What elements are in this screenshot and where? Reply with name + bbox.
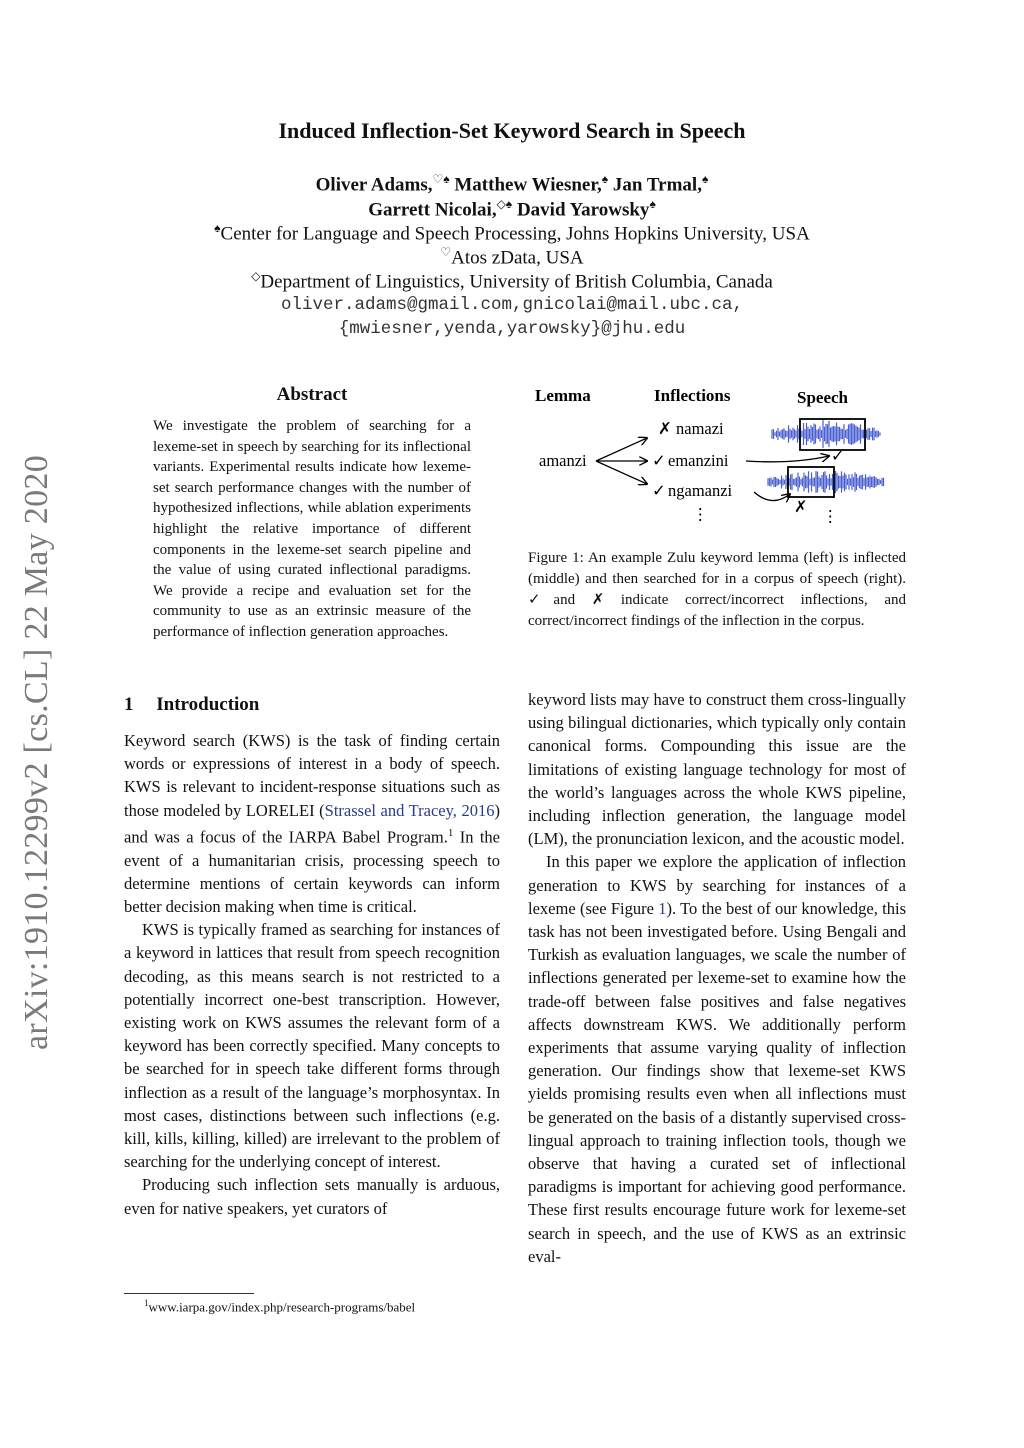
search-arrow-bottom <box>754 492 790 501</box>
figure-header-inflections: Inflections <box>654 386 731 405</box>
paragraph: Producing such inflection sets manually is arduous, even for native speakers, yet curators of <box>124 1175 500 1218</box>
abstract-body: We investigate the problem of searching for a lexeme-set in speech by searching for its inflectional variants. Experimental results indicate how lexeme-set search performance changes with the number of hypothesized inflections, while ablation experiments highlight the relative importance of different components in the lexeme-set search pipeline and the value of using curated inflectional paradigms. We provide a recipe and evaluation set for the community to use as an extrinsic measure of the performance of inflection generation approaches. <box>153 418 471 640</box>
figure-ref-link[interactable]: 1 <box>658 898 667 918</box>
speech-waveform-top <box>772 420 880 448</box>
footnote-number: 1 <box>144 1298 149 1308</box>
text: In this paper we explore the application of inflection generation to KWS by searching for instances of a lexeme (see Figure <box>528 852 906 918</box>
footnote-marker[interactable]: 1 <box>447 826 454 839</box>
footnote-rule <box>124 1293 254 1294</box>
speech-waveform-bottom <box>768 471 884 493</box>
figure-header-lemma: Lemma <box>535 386 591 405</box>
arrow-to-inflection-1 <box>596 438 647 461</box>
affiliation <box>0 269 1024 293</box>
paragraph <box>124 729 500 918</box>
inflection-1-word: namazi <box>676 419 724 438</box>
author-name: Matthew Wiesner, <box>454 174 602 196</box>
figure-caption: Figure 1: An example Zulu keyword lemma (left) is inflected (middle) and then searched for in a corpus of speech (right). ✓and ✗ indicate correct/incorrect inflections, and correct/incorrect findings of the inflection in the corpus. <box>528 550 906 629</box>
inflection-3-mark: ✓ <box>652 481 666 500</box>
arxiv-stamp: arXiv:1910.12299v2 [cs.CL] 22 May 2020 <box>18 455 55 1050</box>
author-name: Jan Trmal, <box>612 174 702 196</box>
speech-correct-mark: ✓ <box>831 448 845 465</box>
abstract-heading: Abstract <box>276 384 348 405</box>
author-marks: ♡♠ <box>432 172 450 186</box>
author-name: Oliver Adams, <box>315 174 433 196</box>
section-title: Introduction <box>156 694 260 715</box>
author-marks: ♠ <box>701 172 709 186</box>
author-name: Garrett Nicolai, <box>368 199 497 221</box>
author-marks: ◇♠ <box>496 197 513 211</box>
author-marks: ♠ <box>649 197 656 211</box>
paper-title: Induced Inflection-Set Keyword Search in Speech <box>278 118 746 143</box>
figure-header-speech: Speech <box>797 388 848 407</box>
affiliation-mark: ◇ <box>251 269 261 283</box>
email-line: {mwiesner,yenda,yarowsky}@jhu.edu <box>338 319 686 339</box>
inflection-ellipsis: ⋮ <box>692 505 709 524</box>
speech-incorrect-mark: ✗ <box>794 499 808 516</box>
email-line: oliver.adams@gmail.com,gnicolai@mail.ubc.ca, <box>280 295 744 315</box>
figure-1 <box>524 380 914 530</box>
affiliation <box>0 245 1024 269</box>
paragraph: KWS is typically framed as searching for instances of a keyword in lattices that result from speech recognition decoding, as this means search is not restricted to a potentially incorrect one-best transcription. However, existing work on KWS assumes the relevant form of a keyword has been correctly specified. Many concepts to be searched for in speech take different forms through inflection as a result of the language’s morphosyntax. In most cases, distinctions between such inflections (e.g. kill, kills, killing, killed) are irrelevant to the problem of searching for the underlying concept of interest. <box>124 920 500 1172</box>
inflection-1-mark: ✗ <box>658 419 672 438</box>
arrow-to-inflection-3 <box>596 461 647 484</box>
left-column <box>124 729 500 1220</box>
section-number: 1 <box>124 694 134 715</box>
section-heading <box>124 694 259 716</box>
author-line-1 <box>0 172 1024 196</box>
paragraph: keyword lists may have to construct them cross-lingually using bilingual dictionaries, which typically only contain canonical forms. Compounding this issue are the limitations of existing language technology for most of the world’s languages across the whole KWS pipeline, including inflection generation, the language model (LM), the pronunciation lexicon, and the acoustic model. <box>528 690 906 849</box>
inflection-3-word: ngamanzi <box>668 481 733 500</box>
citation-link[interactable]: Strassel and Tracey, 2016 <box>324 800 495 820</box>
right-column <box>528 688 906 1268</box>
text: Keyword search (KWS) is the task of finding certain words or expressions of interest in a body of speech. KWS is relevant to incident-response situations such as those modeled by LORELEI ( <box>124 731 500 820</box>
affiliation-text: Atos zData, USA <box>451 247 584 269</box>
lemma-arrows <box>596 438 647 484</box>
paragraph <box>528 850 906 1268</box>
search-arrow-top <box>746 456 829 462</box>
author-marks: ♠ <box>601 172 609 186</box>
text: ) and was a focus of the IARPA Babel Program. <box>124 800 500 847</box>
speech-ellipsis: ⋮ <box>822 507 839 526</box>
footnote-text: www.iarpa.gov/index.php/research-programs/babel <box>148 1299 416 1315</box>
affiliation-mark: ♡ <box>440 245 452 259</box>
figure-lemma: amanzi <box>539 451 587 470</box>
affiliation-text: Center for Language and Speech Processing, Johns Hopkins University, USA <box>220 223 810 245</box>
text: In the event of a humanitarian crisis, processing speech to determine mentions of certain keywords can inform better decision making when time is critical. <box>124 827 501 916</box>
footnote <box>144 1298 415 1315</box>
text: ). To the best of our knowledge, this task has not been investigated before. Using Bengali and Turkish as evaluation languages, we scale the number of inflections generated per lexeme-set to examine how the trade-off between false positives and false negatives affects downstream KWS. We additionally perform experiments that assume varying quality of inflection generation. Our findings show that lexeme-set KWS yields promising results even when all inflections must be generated on the basis of a distantly supervised cross-lingual approach to training inflection tools, though we observe that having a curated set of inflectional paradigms is important for achieving good performance. These first results encourage future work for lexeme-set search in speech, and the use of KWS as an extrinsic eval- <box>528 898 906 1266</box>
author-name: David Yarowsky <box>516 199 650 221</box>
author-line-2 <box>0 197 1024 221</box>
affiliation-text: Department of Linguistics, University of British Columbia, Canada <box>260 271 773 293</box>
affiliation <box>0 221 1024 245</box>
affiliation-mark: ♠ <box>214 221 221 235</box>
inflection-2-word: emanzini <box>668 451 729 470</box>
inflection-2-mark: ✓ <box>652 451 666 470</box>
